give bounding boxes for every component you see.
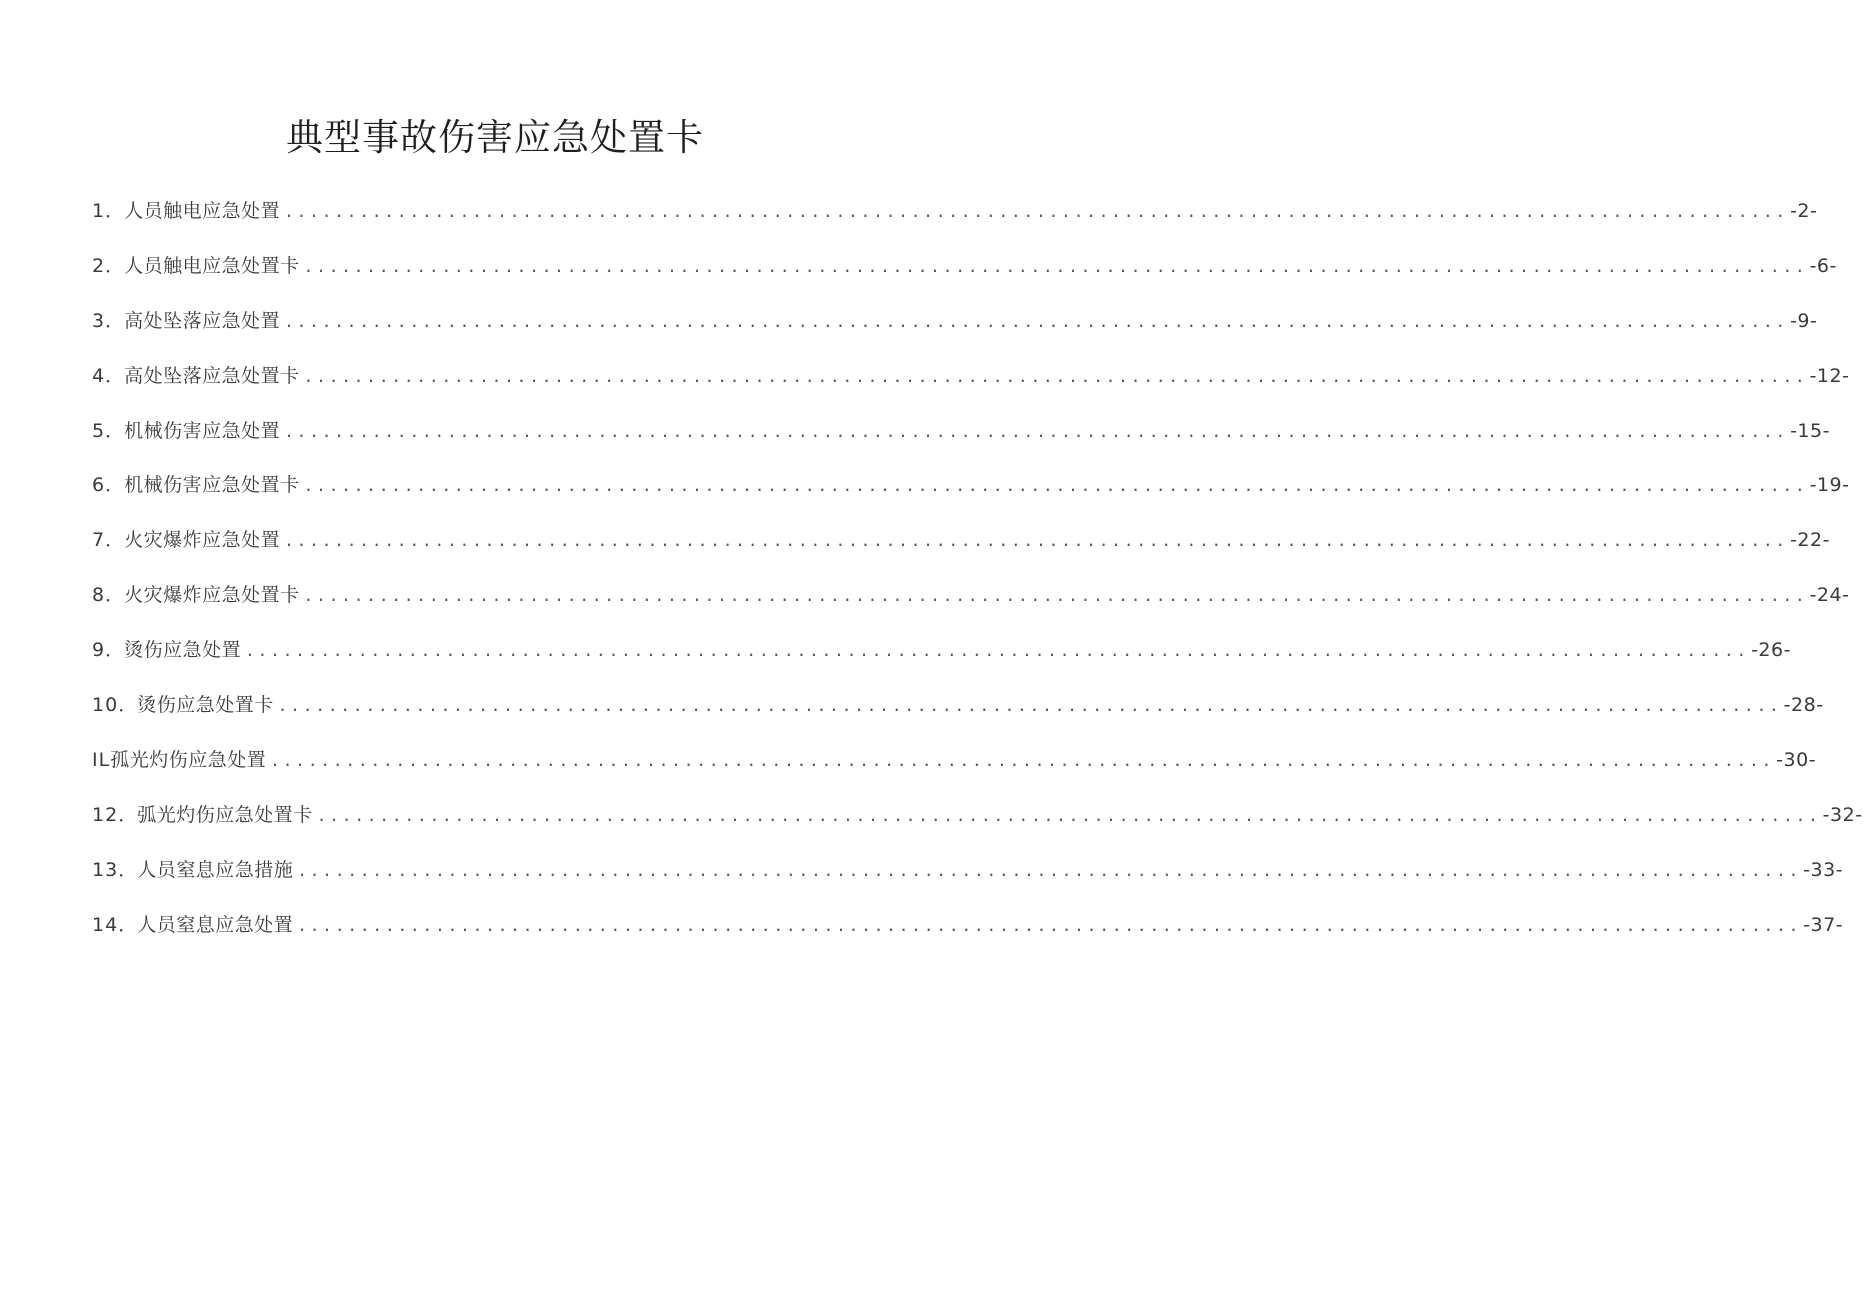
toc-entry-title: 火灾爆炸应急处置 [124, 529, 281, 552]
toc-entry-number: 7 [92, 529, 106, 552]
toc-entry-number: 8 [92, 584, 106, 607]
toc-entry-number: IL [92, 748, 111, 771]
toc-entry[interactable] [92, 251, 1837, 306]
toc-dot-leader: ........................................................................................................................ [297, 860, 1802, 880]
toc-entry-separator: ． [118, 913, 138, 936]
toc-entry-title: 高处坠落应急处置 [124, 309, 281, 332]
toc-entry-separator: ． [118, 858, 138, 881]
toc-entry-separator: ． [105, 364, 125, 387]
toc-dot-leader: ........................................................................................................................ [303, 586, 1808, 606]
toc-dot-leader: ........................................................................................................................ [245, 641, 1750, 661]
toc-entry[interactable] [92, 196, 1818, 251]
toc-entry-page: -12- [1809, 364, 1850, 387]
toc-entry-separator: ． [105, 639, 125, 662]
toc-entry-separator: ． [118, 803, 138, 826]
toc-entry-page: -28- [1783, 694, 1824, 717]
toc-entry-page: -2- [1790, 200, 1818, 222]
toc-entry[interactable] [92, 416, 1830, 471]
toc-entry[interactable] [92, 910, 1844, 965]
toc-entry-number: 1 [92, 200, 106, 222]
toc-entry[interactable] [92, 580, 1850, 635]
toc-entry-page: -19- [1809, 474, 1850, 497]
toc-entry-title: 人员窒息应急措施 [137, 858, 294, 881]
toc-dot-leader: ........................................................................................................................ [284, 202, 1789, 221]
toc-entry-title: 火灾爆炸应急处置卡 [124, 584, 300, 607]
toc-entry[interactable] [92, 525, 1830, 580]
toc-dot-leader: ........................................................................................................................ [297, 915, 1802, 935]
toc-entry-title: 烫伤应急处置卡 [137, 694, 274, 717]
toc-entry-separator: ． [118, 694, 138, 717]
toc-entry-number: 5 [92, 419, 106, 442]
toc-entry-title: 人员触电应急处置 [124, 200, 281, 222]
toc-entry-title: 弧光灼伤应急处置卡 [137, 803, 313, 826]
toc-entry-title: 机械伤害应急处置卡 [124, 474, 300, 497]
toc-entry-title: 高处坠落应急处置卡 [124, 364, 300, 387]
toc-entry-separator: ． [105, 584, 125, 607]
toc-dot-leader: ........................................................................................................................ [303, 256, 1808, 276]
toc-entry-title: 机械伤害应急处置 [124, 419, 281, 442]
toc-dot-leader: ........................................................................................................................ [284, 421, 1789, 441]
toc-entry-separator: ． [105, 529, 125, 552]
toc-entry[interactable] [92, 470, 1850, 525]
toc-entry-number: 6 [92, 474, 106, 497]
toc-entry-separator: ． [105, 419, 125, 442]
toc-entry-number: 9 [92, 639, 106, 662]
toc-entry[interactable] [92, 800, 1863, 855]
toc-entry-page: -15- [1790, 419, 1830, 442]
toc-entry-title: 烫伤应急处置 [124, 639, 242, 662]
document-title: 典型事故伤害应急处置卡 [286, 115, 704, 159]
toc-entry[interactable] [92, 745, 1817, 800]
toc-entry[interactable] [92, 855, 1844, 910]
toc-entry-number: 10 [92, 694, 119, 717]
toc-dot-leader: ........................................................................................................................ [303, 476, 1808, 496]
toc-entry[interactable] [92, 361, 1850, 416]
toc-entry-page: -6- [1809, 254, 1837, 277]
toc-entry-page: -33- [1803, 858, 1844, 881]
toc-entry-number: 12 [92, 803, 119, 826]
toc-entry-page: -24- [1809, 584, 1850, 607]
toc-entry-separator: ． [105, 474, 125, 497]
toc-entry-page: -22- [1790, 529, 1830, 552]
toc-dot-leader: ........................................................................................................................ [284, 311, 1789, 331]
table-of-contents [92, 196, 1863, 964]
toc-entry-page: -37- [1803, 913, 1844, 936]
toc-entry-number: 14 [92, 913, 119, 936]
toc-entry-page: -9- [1790, 309, 1818, 332]
toc-entry-number: 4 [92, 364, 106, 387]
toc-entry-page: -32- [1822, 803, 1863, 826]
toc-entry-separator: ． [105, 200, 125, 222]
toc-entry[interactable] [92, 690, 1824, 745]
toc-dot-leader: ........................................................................................................................ [277, 696, 1782, 716]
toc-entry-number: 3 [92, 309, 106, 332]
toc-dot-leader: ........................................................................................................................ [316, 805, 1821, 825]
toc-dot-leader: ........................................................................................................................ [303, 366, 1808, 386]
toc-entry-number: 2 [92, 254, 106, 277]
toc-dot-leader: ........................................................................................................................ [284, 531, 1789, 551]
toc-entry-separator: ． [105, 254, 125, 277]
toc-entry[interactable] [92, 635, 1791, 690]
toc-entry-title: 人员窒息应急处置 [137, 913, 294, 936]
toc-entry-title: 孤光灼伤应急处置 [110, 748, 267, 771]
toc-entry-number: 13 [92, 858, 119, 881]
toc-dot-leader: ........................................................................................................................ [270, 750, 1775, 770]
toc-entry-page: -30- [1776, 748, 1817, 771]
toc-entry-separator: ． [105, 309, 125, 332]
toc-entry-page: -26- [1751, 639, 1791, 662]
toc-entry[interactable] [92, 306, 1818, 361]
toc-entry-title: 人员触电应急处置卡 [124, 254, 300, 277]
